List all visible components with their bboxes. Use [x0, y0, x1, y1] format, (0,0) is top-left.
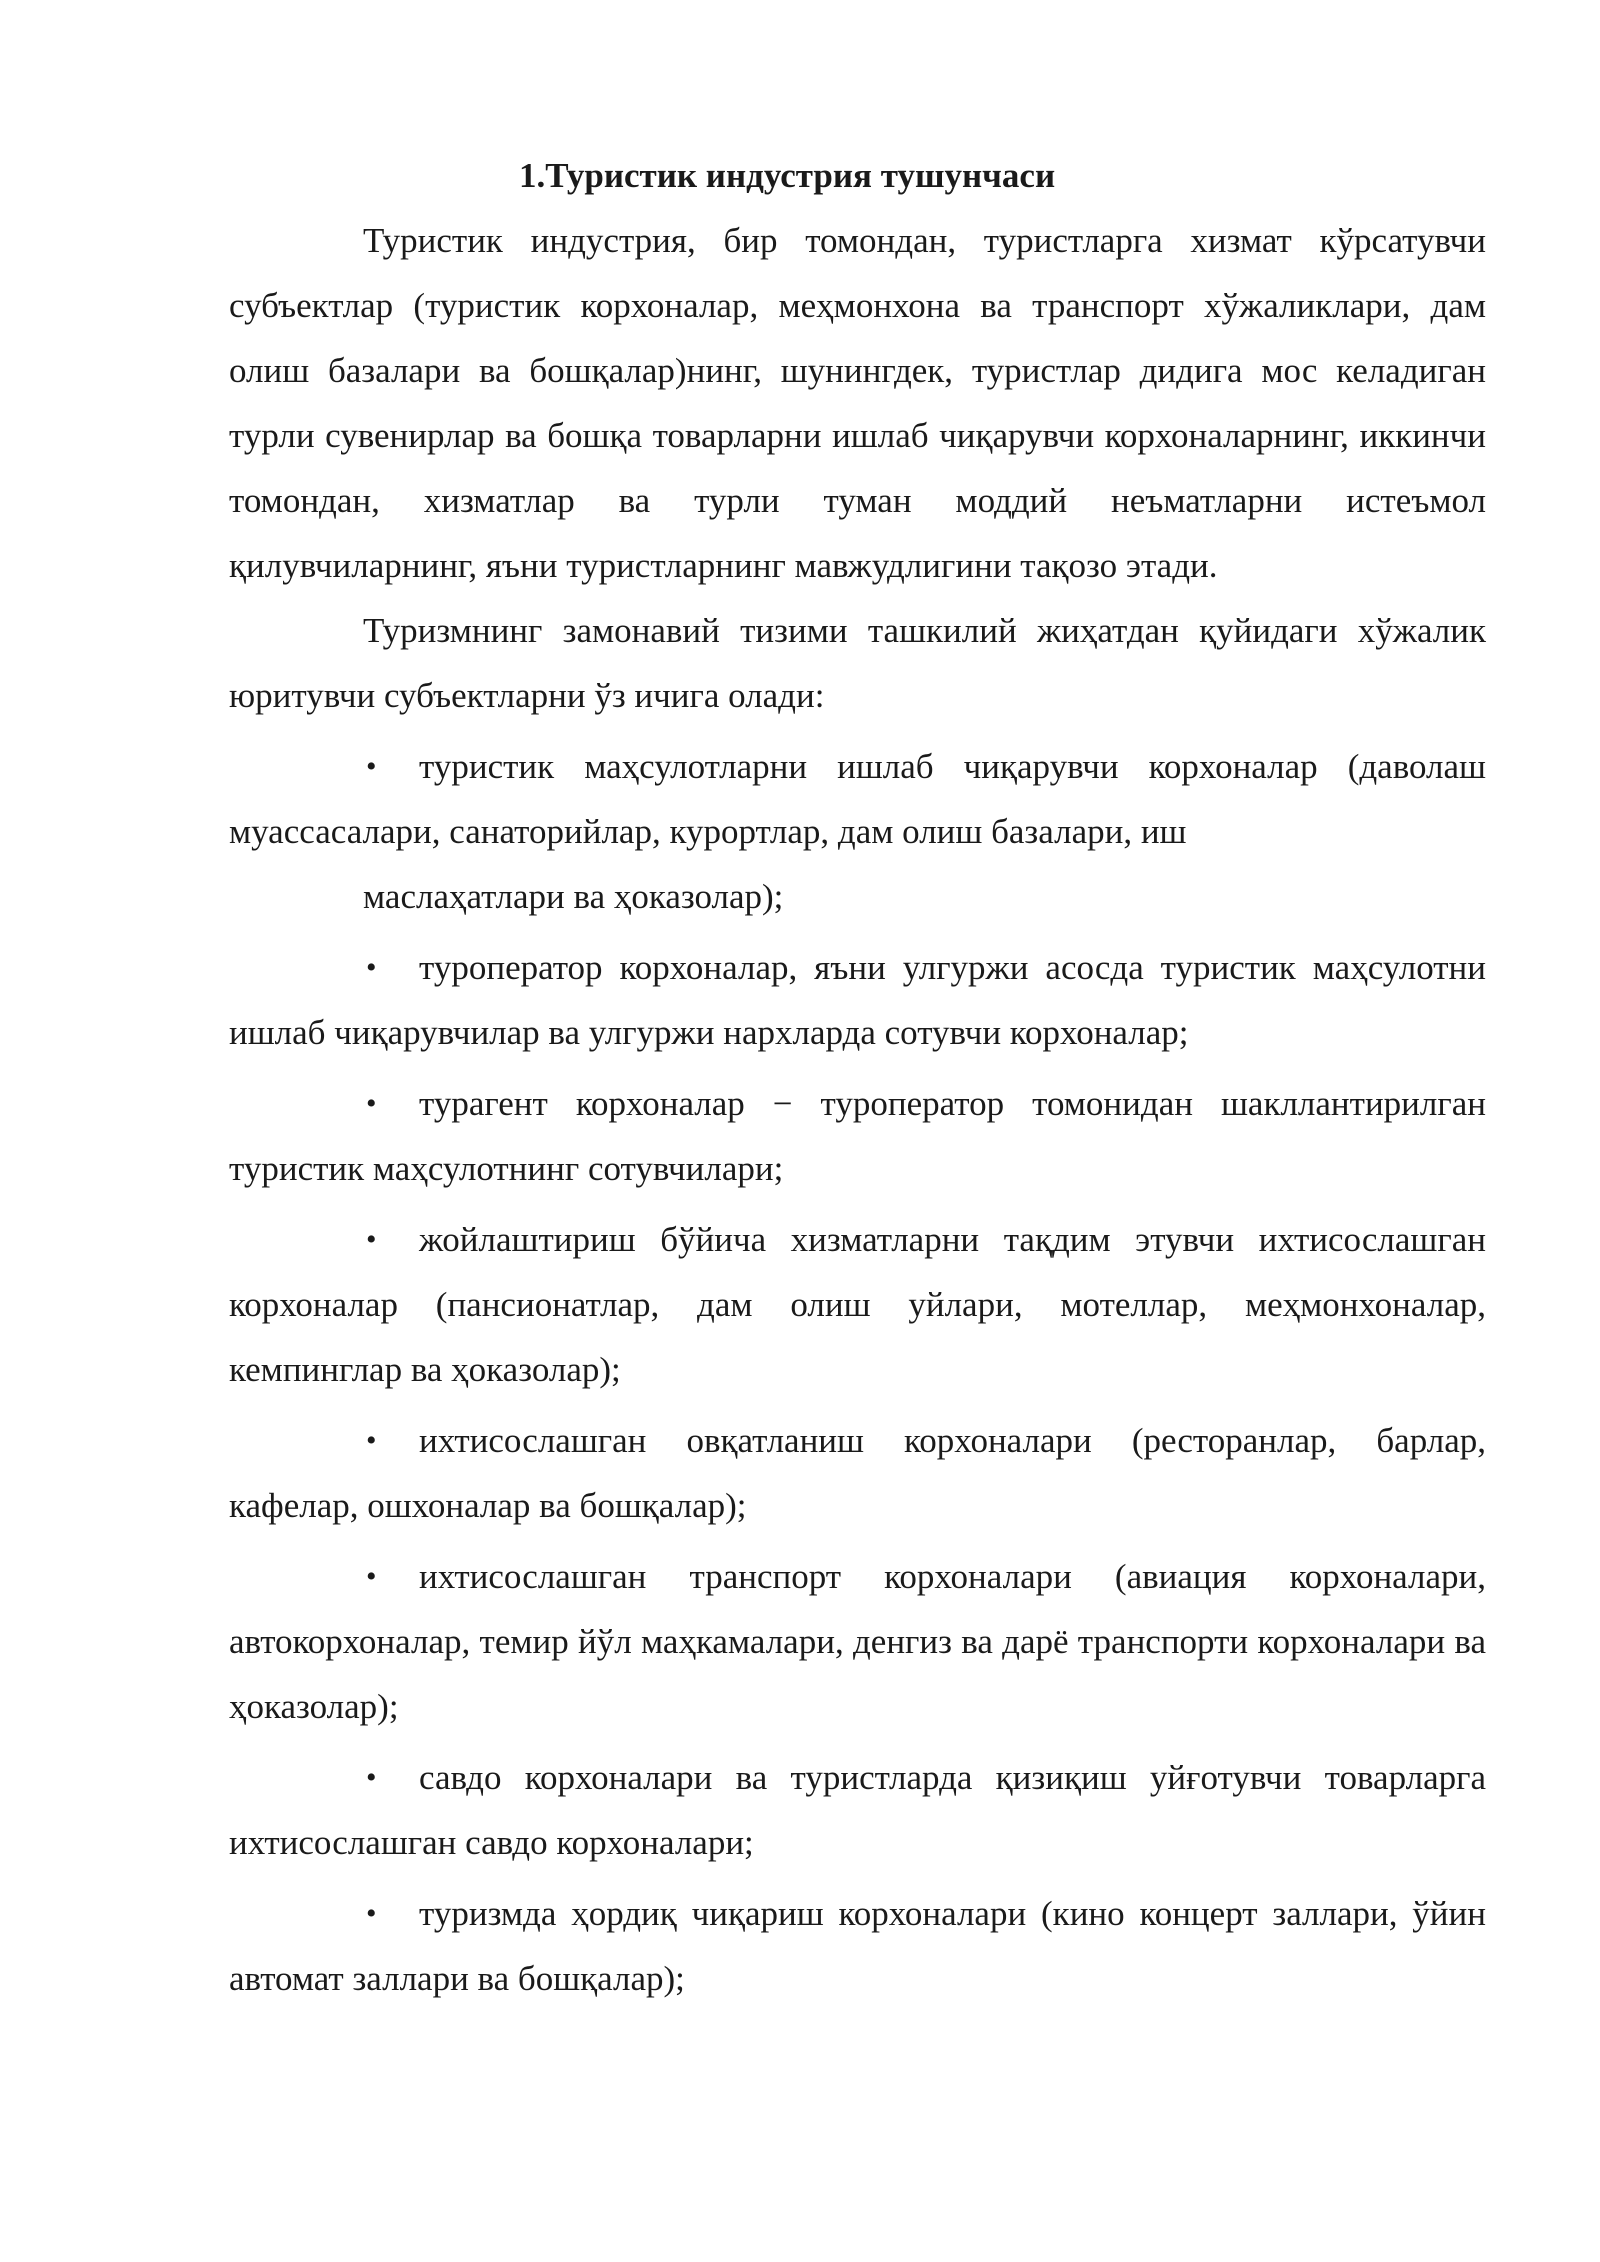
bullet-icon: •: [366, 1897, 377, 1930]
list-item-text: ихтисослашган овқатланиш корхоналари (ресторанлар, барлар, кафелар, ошхоналар ва бошқалар);: [229, 1421, 1486, 1525]
list-item-text: туризмда ҳордиқ чиқариш корхоналари (кино концерт заллари, ўйин автомат заллари ва бошқалар);: [229, 1894, 1486, 1998]
list-item: [229, 935, 1486, 1065]
paragraph: Туристик индустрия, бир томондан, туристларга хизмат кўрсатувчи субъектлар (туристик корхоналар, меҳмонхона ва транспорт хўжаликлари, дам олиш базалари ва бошқалар)нинг, шунингдек, туристлар дидига мос келадиган турли сувенирлар ва бошқа товарларни ишлаб чиқарувчи корхоналарнинг, иккинчи томондан, хизматлар ва турли туман моддий неъматларни истеъмол қилувчиларнинг, яъни туристларнинг мавжудлигини тақозо этади.: [229, 221, 1486, 585]
bullet-icon: •: [366, 1424, 377, 1457]
bullet-icon: •: [366, 951, 377, 984]
bullet-icon: •: [366, 1560, 377, 1593]
list-item-text: жойлаштириш бўйича хизматларни тақдим этувчи ихтисослашган корхоналар (пансионатлар, дам олиш уйлари, мотеллар, меҳмонхоналар, кемпинглар ва ҳоказолар);: [229, 1220, 1486, 1389]
bullet-icon: •: [366, 1087, 377, 1120]
list-item: [229, 1207, 1486, 1402]
enterprise-list: [229, 734, 1486, 2011]
section-title: 1.Туристик индустрия тушунчаси: [519, 156, 1056, 195]
list-item: [229, 1408, 1486, 1538]
list-item-text: туристик маҳсулотларни ишлаб чиқарувчи корхоналар (даволаш муассасалари, санаторийлар, курортлар, дам олиш базалари, иш: [229, 747, 1486, 851]
list-item-text: савдо корхоналари ва туристларда қизиқиш уйғотувчи товарларга ихтисослашган савдо корхоналари;: [229, 1758, 1486, 1862]
list-item-continuation: маслаҳатлари ва ҳоказолар);: [363, 877, 784, 916]
paragraph: Туризмнинг замонавий тизими ташкилий жиҳатдан қуйидаги хўжалик юритувчи субъектларни ўз ичига олади:: [229, 611, 1486, 715]
bullet-icon: •: [366, 1761, 377, 1794]
list-item-text: туроператор корхоналар, яъни улгуржи асосда туристик маҳсулотни ишлаб чиқарувчилар ва улгуржи нархларда сотувчи корхоналар;: [229, 948, 1486, 1052]
list-item: [229, 1071, 1486, 1201]
list-item-text: турагент корхоналар − туроператор томонидан шакллантирилган туристик маҳсулотнинг сотувчилари;: [229, 1084, 1486, 1188]
list-item-text: ихтисослашган транспорт корхоналари (авиация корхоналари, автокорхоналар, темир йўл маҳкамалари, денгиз ва дарё транспорти корхоналари ва ҳоказолар);: [229, 1557, 1486, 1726]
bullet-icon: •: [366, 1223, 377, 1256]
list-item: [229, 1881, 1486, 2011]
document-body: [229, 148, 1486, 2011]
bullet-icon: •: [366, 750, 377, 783]
list-item: [229, 1745, 1486, 1875]
list-item: [229, 734, 1486, 929]
list-item: [229, 1544, 1486, 1739]
